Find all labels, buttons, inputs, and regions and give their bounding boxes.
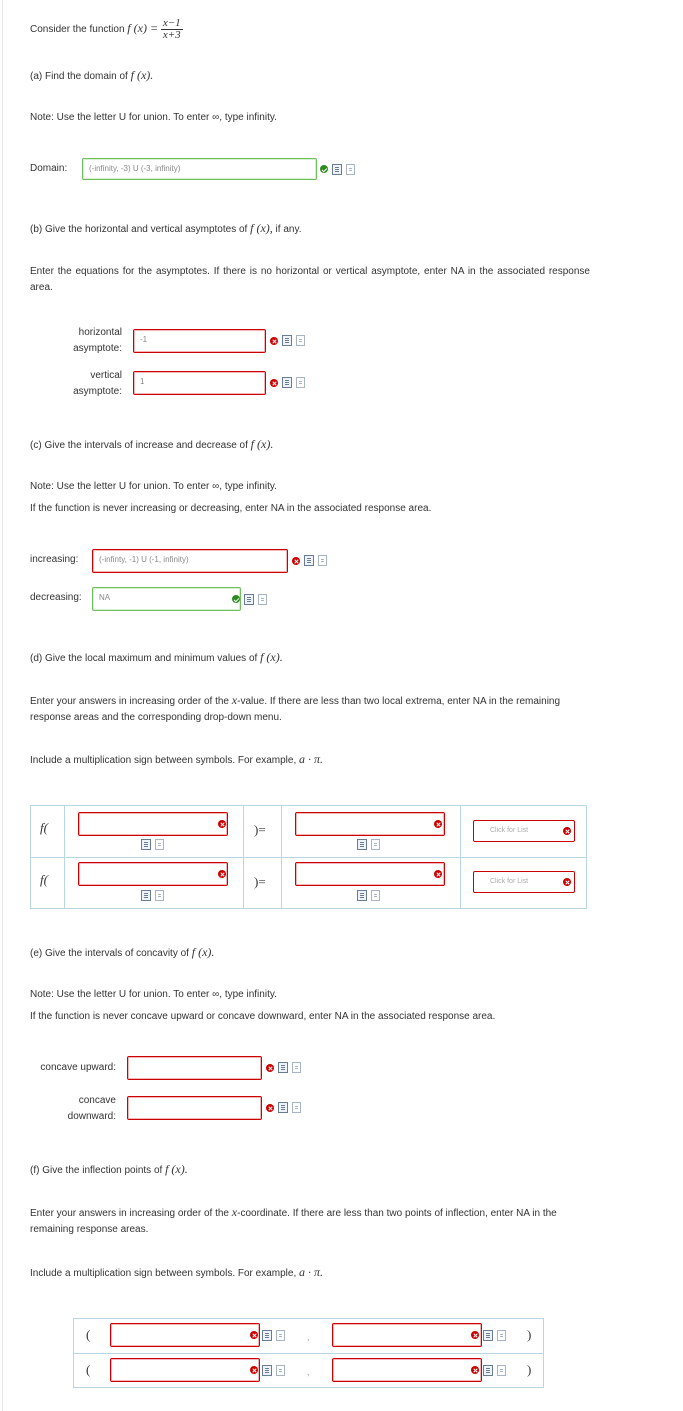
decreasing-input[interactable]: NA bbox=[92, 587, 241, 611]
incorrect-icon bbox=[563, 878, 571, 886]
page-left-border bbox=[2, 0, 3, 1411]
part-a-title-text: (a) Find the domain of bbox=[30, 71, 128, 82]
close-paren: ) bbox=[527, 1362, 532, 1377]
equation-editor-icon[interactable] bbox=[262, 1330, 272, 1341]
part-c-func: f (x). bbox=[250, 437, 274, 451]
part-b-title-end: if any. bbox=[275, 224, 302, 235]
intro-line bbox=[30, 18, 183, 41]
part-f-instr-2: -coordinate. If there are less than two points of inflection, enter NA in the remaining response areas. bbox=[30, 1208, 557, 1235]
notes-icon[interactable] bbox=[371, 890, 380, 901]
part-f-title-text: (f) Give the inflection points of bbox=[30, 1165, 163, 1176]
incorrect-icon bbox=[250, 1331, 258, 1339]
notes-icon[interactable] bbox=[292, 1062, 301, 1073]
mult-note-text: Include a multiplication sign between symbols. For example, bbox=[30, 755, 297, 766]
horizontal-asymptote-label bbox=[50, 325, 122, 357]
part-d-mult-note bbox=[30, 751, 323, 769]
comma: , bbox=[307, 1367, 310, 1377]
extremum-1-type-select[interactable] bbox=[473, 820, 575, 842]
part-b-func: f (x), bbox=[250, 221, 273, 235]
close-equals: )= bbox=[254, 822, 266, 837]
part-b-instructions: Enter the equations for the asymptotes. If there is no horizontal or vertical asymptote, enter NA in the associated response area. bbox=[30, 266, 590, 293]
equation-editor-icon[interactable] bbox=[357, 839, 367, 850]
table-divider bbox=[73, 1353, 544, 1354]
table-divider bbox=[30, 857, 587, 858]
notes-icon[interactable] bbox=[292, 1102, 301, 1113]
equation-editor-icon[interactable] bbox=[483, 1330, 493, 1341]
part-c-title bbox=[30, 436, 273, 454]
part-e-title bbox=[30, 944, 214, 962]
correct-icon bbox=[320, 165, 328, 173]
concave-upward-input[interactable] bbox=[127, 1056, 262, 1080]
incorrect-icon bbox=[563, 827, 571, 835]
notes-icon[interactable] bbox=[276, 1330, 285, 1341]
incorrect-icon bbox=[250, 1366, 258, 1374]
notes-icon[interactable] bbox=[497, 1365, 506, 1376]
incorrect-icon bbox=[434, 820, 442, 828]
equation-editor-icon[interactable] bbox=[244, 594, 254, 605]
part-e-title-text: (e) Give the intervals of concavity of bbox=[30, 948, 189, 959]
equation-editor-icon[interactable] bbox=[262, 1365, 272, 1376]
increasing-input[interactable]: (-infinty, -1) U (-1, infinity) bbox=[92, 549, 288, 573]
f-open-label: f( bbox=[40, 820, 48, 835]
vertical-label-line1: vertical bbox=[90, 370, 122, 381]
open-paren: ( bbox=[86, 1362, 91, 1377]
notes-icon[interactable] bbox=[296, 335, 305, 346]
part-c-title-text: (c) Give the intervals of increase and decrease of bbox=[30, 440, 248, 451]
part-e-note2: If the function is never concave upward or concave downward, enter NA in the associated response area. bbox=[30, 1011, 496, 1022]
part-d-instr-2: -value. If there are less than two local extrema, enter NA in the remaining response areas and the corresponding drop-down menu. bbox=[30, 696, 561, 723]
notes-icon[interactable] bbox=[497, 1330, 506, 1341]
fraction-numerator: x−1 bbox=[162, 17, 181, 29]
incorrect-icon bbox=[266, 1104, 274, 1112]
concave-down-line2: downward: bbox=[67, 1111, 116, 1122]
extremum-2-value-input[interactable] bbox=[295, 862, 445, 886]
extremum-1-x-input[interactable] bbox=[78, 812, 228, 836]
mult-note-text: Include a multiplication sign between symbols. For example, bbox=[30, 1268, 297, 1279]
equation-editor-icon[interactable] bbox=[278, 1102, 288, 1113]
intro-function-lhs: f (x) = bbox=[127, 21, 159, 36]
part-a-note: Note: Use the letter U for union. To enter ∞, type infinity. bbox=[30, 112, 277, 123]
vertical-asymptote-input[interactable]: 1 bbox=[133, 371, 266, 395]
decreasing-label: decreasing: bbox=[30, 592, 82, 603]
part-f-title bbox=[30, 1161, 188, 1179]
extremum-1-value-input[interactable] bbox=[295, 812, 445, 836]
close-paren: ) bbox=[527, 1327, 532, 1342]
part-c-note: Note: Use the letter U for union. To enter ∞, type infinity. bbox=[30, 481, 277, 492]
intro-fraction bbox=[161, 18, 183, 41]
inflection-1-x-input[interactable] bbox=[110, 1323, 260, 1347]
part-f-x-var: x bbox=[231, 1205, 238, 1219]
concave-downward-input[interactable] bbox=[127, 1096, 262, 1120]
part-d-x-var: x bbox=[231, 693, 238, 707]
inflection-1-y-input[interactable] bbox=[332, 1323, 482, 1347]
equation-editor-icon[interactable] bbox=[278, 1062, 288, 1073]
mult-example: a · π. bbox=[299, 752, 324, 766]
part-d-title bbox=[30, 649, 283, 667]
equation-editor-icon[interactable] bbox=[304, 555, 314, 566]
incorrect-icon bbox=[434, 870, 442, 878]
horizontal-asymptote-input[interactable]: -1 bbox=[133, 329, 266, 353]
part-f-instructions bbox=[30, 1204, 590, 1238]
part-d-func: f (x). bbox=[260, 650, 283, 664]
horizontal-label-line2: asymptote: bbox=[73, 343, 122, 354]
incorrect-icon bbox=[270, 337, 278, 345]
notes-icon[interactable] bbox=[346, 164, 355, 175]
domain-label: Domain: bbox=[30, 163, 68, 174]
equation-editor-icon[interactable] bbox=[483, 1365, 493, 1376]
concave-downward-label bbox=[30, 1093, 116, 1125]
part-e-func: f (x). bbox=[191, 945, 215, 959]
notes-icon[interactable] bbox=[276, 1365, 285, 1376]
intro-label: Consider the function bbox=[30, 24, 125, 36]
equation-editor-icon[interactable] bbox=[282, 377, 292, 388]
part-d-instructions bbox=[30, 692, 590, 726]
select-placeholder: Click for List bbox=[490, 827, 529, 834]
part-c-note2: If the function is never increasing or decreasing, enter NA in the associated response area. bbox=[30, 503, 432, 514]
part-f-func: f (x). bbox=[165, 1162, 188, 1176]
concave-down-line1: concave bbox=[78, 1095, 116, 1106]
notes-icon[interactable] bbox=[155, 890, 164, 901]
incorrect-icon bbox=[218, 870, 226, 878]
notes-icon[interactable] bbox=[318, 555, 327, 566]
incorrect-icon bbox=[266, 1064, 274, 1072]
comma: , bbox=[307, 1332, 310, 1342]
vertical-label-line2: asymptote: bbox=[73, 386, 122, 397]
incorrect-icon bbox=[270, 379, 278, 387]
part-d-title-text: (d) Give the local maximum and minimum values of bbox=[30, 653, 258, 664]
mult-example: a · π. bbox=[299, 1265, 324, 1279]
equation-editor-icon[interactable] bbox=[141, 890, 151, 901]
open-paren: ( bbox=[86, 1327, 91, 1342]
extremum-2-type-select[interactable] bbox=[473, 871, 575, 893]
notes-icon[interactable] bbox=[296, 377, 305, 388]
fraction-denominator: x+3 bbox=[162, 29, 181, 41]
part-a-title bbox=[30, 67, 153, 85]
close-equals: )= bbox=[254, 874, 266, 889]
part-b-title bbox=[30, 220, 301, 238]
concave-upward-label: concave upward: bbox=[40, 1062, 116, 1073]
part-a-func: f (x). bbox=[130, 68, 154, 82]
incorrect-icon bbox=[471, 1331, 479, 1339]
notes-icon[interactable] bbox=[258, 594, 267, 605]
inflection-2-x-input[interactable] bbox=[110, 1358, 260, 1382]
equation-editor-icon[interactable] bbox=[141, 839, 151, 850]
select-placeholder: Click for List bbox=[490, 878, 529, 885]
incorrect-icon bbox=[471, 1366, 479, 1374]
incorrect-icon bbox=[292, 557, 300, 565]
notes-icon[interactable] bbox=[371, 839, 380, 850]
equation-editor-icon[interactable] bbox=[357, 890, 367, 901]
f-open-label: f( bbox=[40, 872, 48, 887]
part-f-instr-1: Enter your answers in increasing order of the bbox=[30, 1208, 229, 1219]
increasing-label: increasing: bbox=[30, 554, 79, 565]
vertical-asymptote-label bbox=[50, 368, 122, 400]
incorrect-icon bbox=[218, 820, 226, 828]
equation-editor-icon[interactable] bbox=[332, 164, 342, 175]
notes-icon[interactable] bbox=[155, 839, 164, 850]
extremum-2-x-input[interactable] bbox=[78, 862, 228, 886]
part-f-mult-note bbox=[30, 1264, 323, 1282]
inflection-2-y-input[interactable] bbox=[332, 1358, 482, 1382]
correct-icon bbox=[232, 595, 240, 603]
horizontal-label-line1: horizontal bbox=[78, 327, 122, 338]
domain-input[interactable]: (-infinity, -3) U (-3, infinity) bbox=[82, 158, 317, 180]
part-d-instr-1: Enter your answers in increasing order of the bbox=[30, 696, 229, 707]
part-b-title-text: (b) Give the horizontal and vertical asymptotes of bbox=[30, 224, 248, 235]
part-e-note: Note: Use the letter U for union. To enter ∞, type infinity. bbox=[30, 989, 277, 1000]
equation-editor-icon[interactable] bbox=[282, 335, 292, 346]
